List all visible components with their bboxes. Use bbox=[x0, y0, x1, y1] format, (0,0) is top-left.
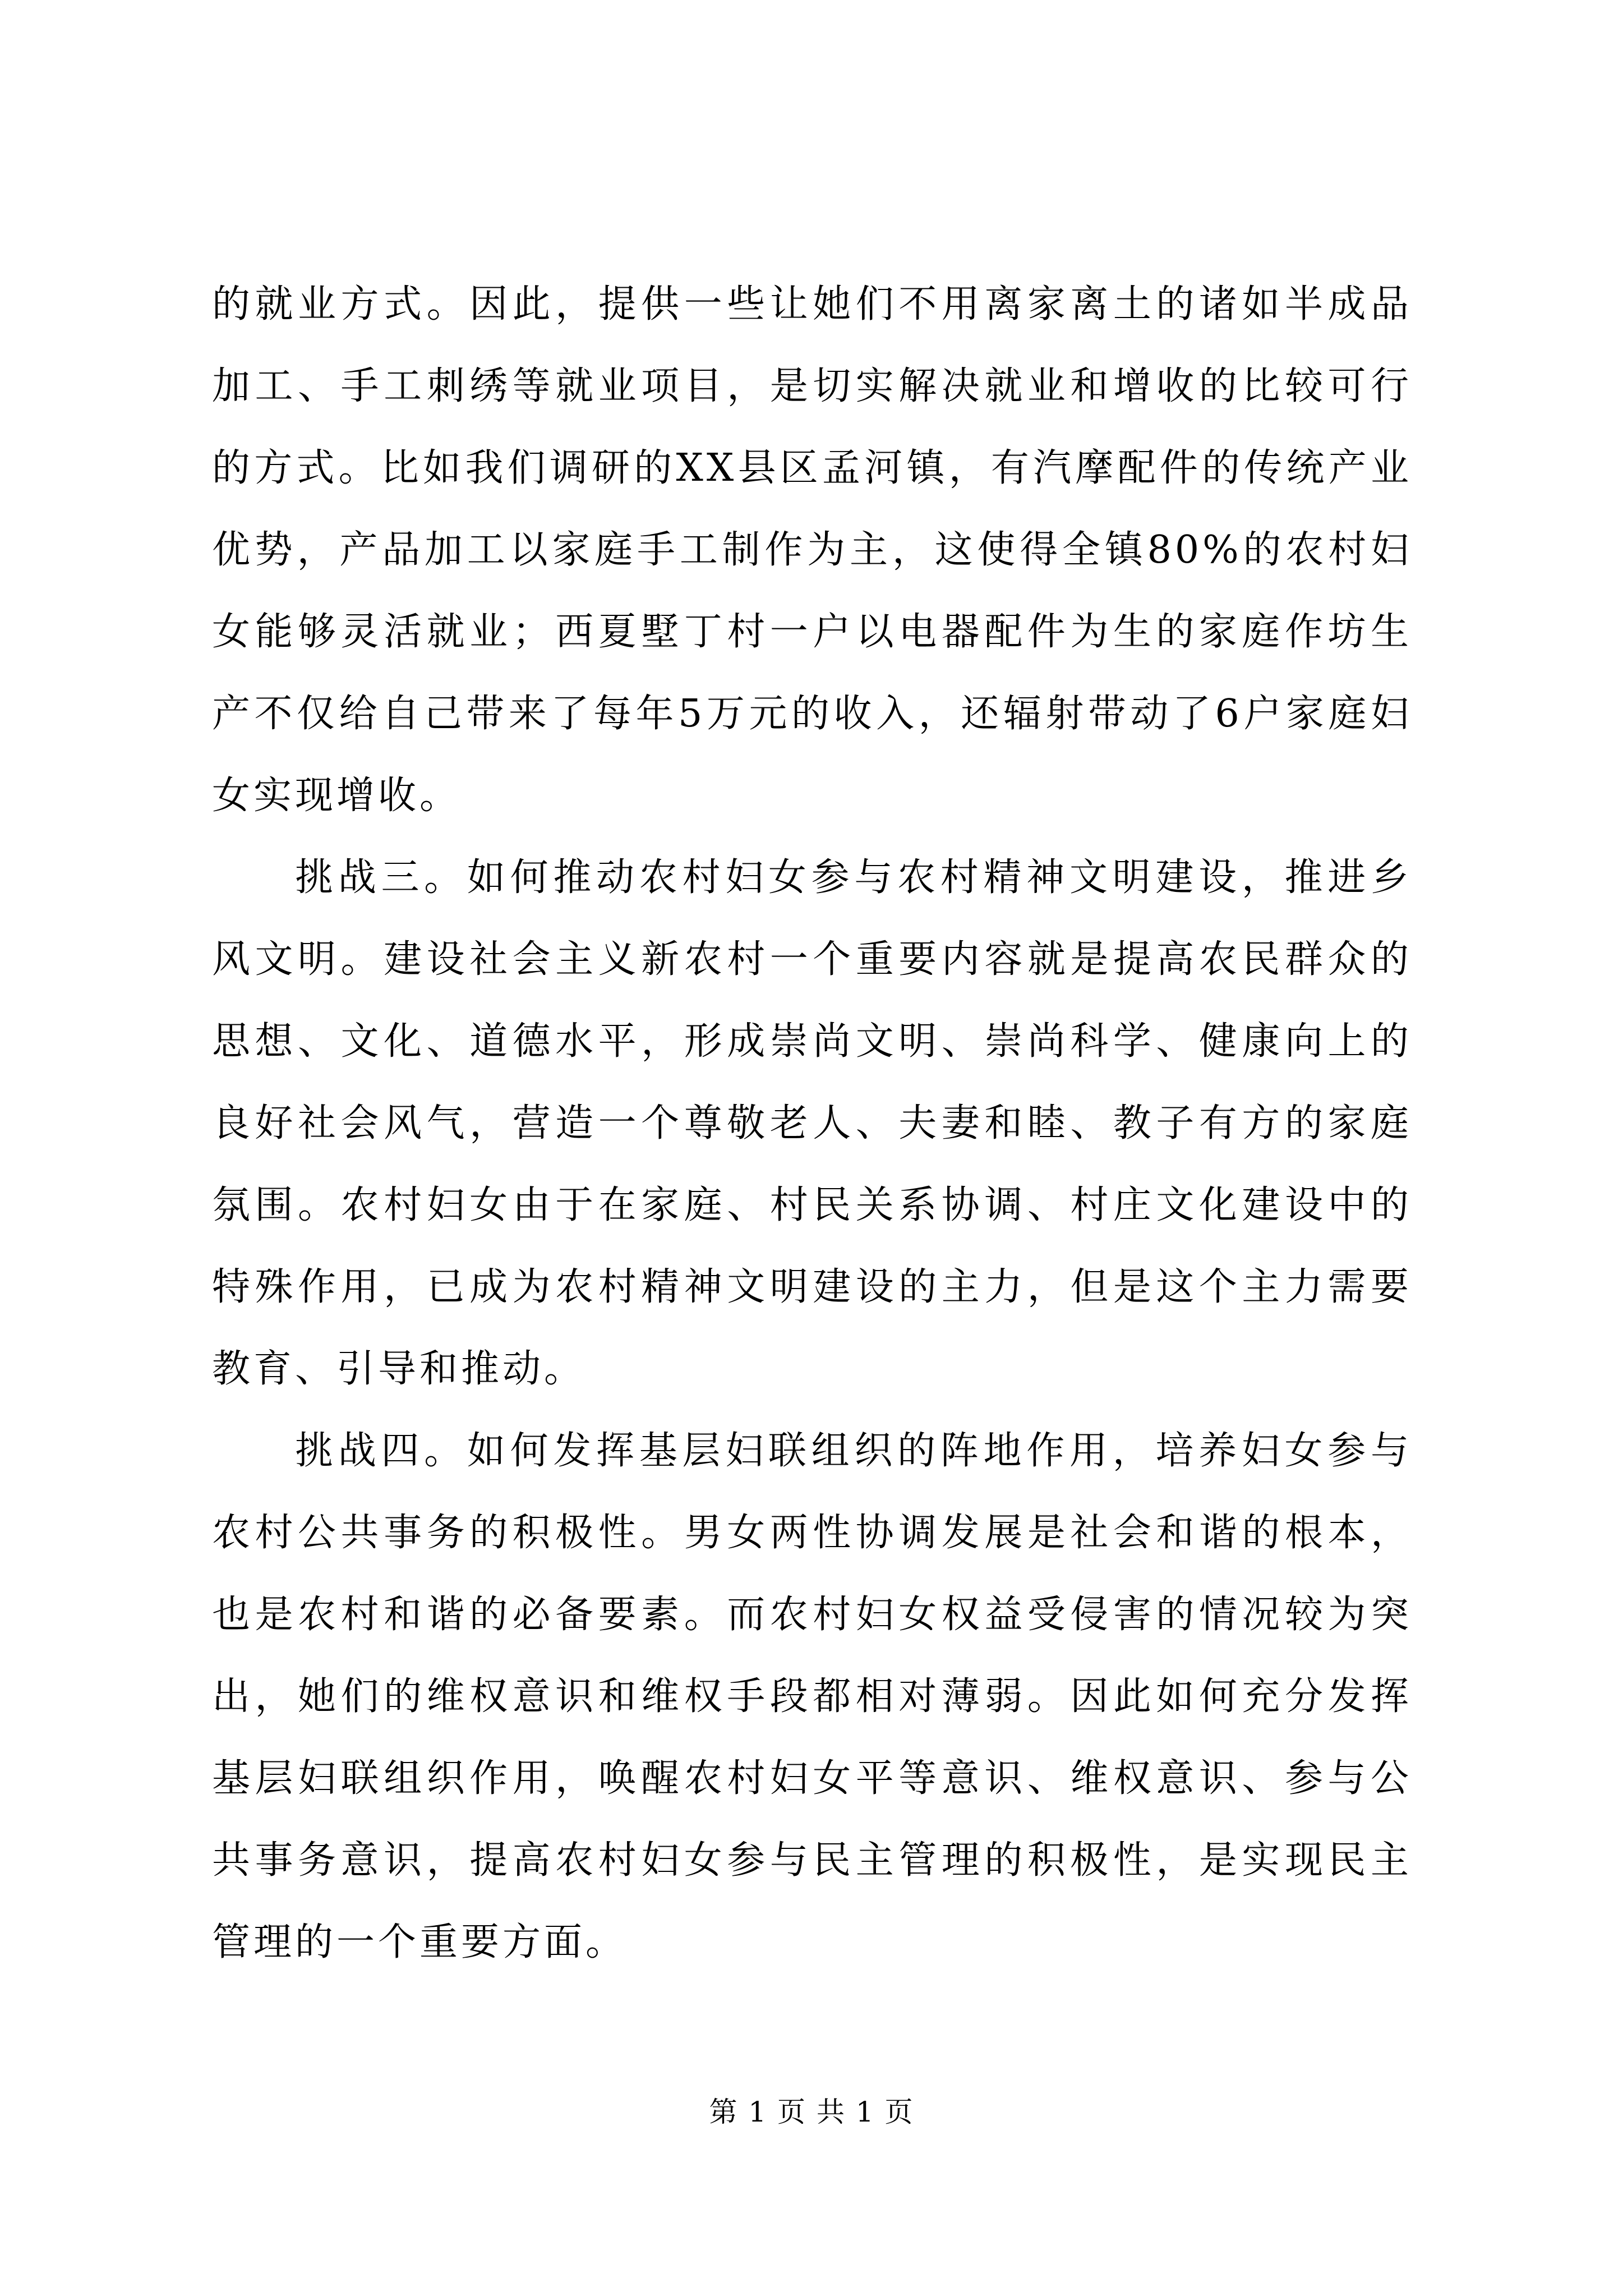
page-footer: 第 1 页 共 1 页 bbox=[709, 2096, 914, 2128]
paragraph-3: 挑战四。如何发挥基层妇联组织的阵地作用，培养妇女参与农村公共事务的积极性。男女两性协调发展是社会和谐的根本，也是农村和谐的必备要素。而农村妇女权益受侵害的情况较为突出，她们的维权意识和维权手段都相对薄弱。因此如何充分发挥基层妇联组织作用，唤醒农村妇女平等意识、维权意识、参与公共事务意识，提高农村妇女参与民主管理的积极性，是实现民主管理的一个重要方面。 bbox=[212, 1429, 1412, 1964]
document-body bbox=[212, 264, 1412, 1984]
paragraph-1: 的就业方式。因此，提供一些让她们不用离家离土的诸如半成品加工、手工刺绣等就业项目，是切实解决就业和增收的比较可行的方式。比如我们调研的XX县区孟河镇，有汽摩配件的传统产业优势，产品加工以家庭手工制作为主，这使得全镇80%的农村妇女能够灵活就业；西夏墅丁村一户以电器配件为生的家庭作坊生产不仅给自己带来了每年5万元的收入，还辐射带动了6户家庭妇女实现增收。 bbox=[212, 282, 1412, 818]
paragraph-2: 挑战三。如何推动农村妇女参与农村精神文明建设，推进乡风文明。建设社会主义新农村一个重要内容就是提高农民群众的思想、文化、道德水平，形成崇尚文明、崇尚科学、健康向上的良好社会风气，营造一个尊敬老人、夫妻和睦、教子有方的家庭氛围。农村妇女由于在家庭、村民关系协调、村庄文化建设中的特殊作用，已成为农村精神文明建设的主力，但是这个主力需要教育、引导和推动。 bbox=[212, 855, 1412, 1391]
